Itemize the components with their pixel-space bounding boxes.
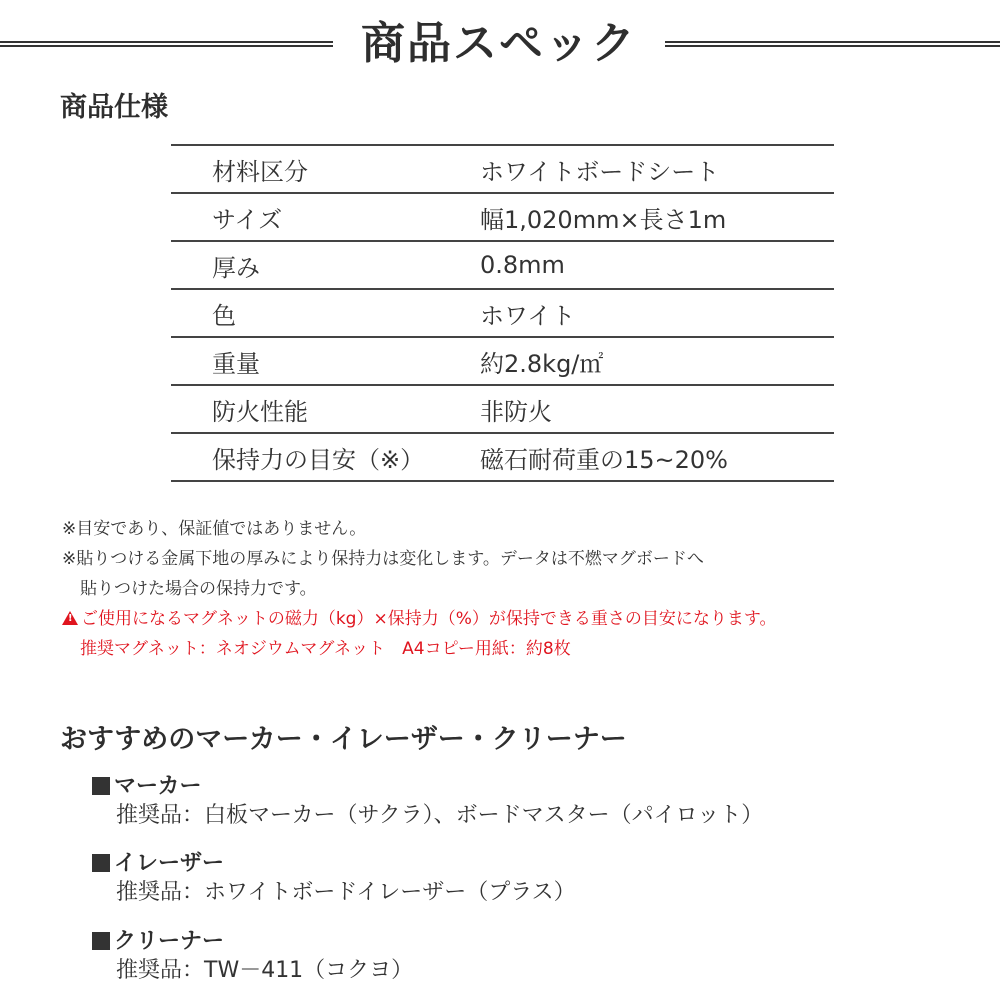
spec-value: ホワイトボードシート <box>480 145 834 193</box>
header-double-rule-right <box>665 41 1000 47</box>
spec-value: 磁石耐荷重の15~20% <box>480 433 834 481</box>
spec-label: 保持力の目安（※） <box>171 433 480 481</box>
warning-triangle-icon <box>62 611 78 625</box>
black-square-icon <box>92 777 110 795</box>
spec-table <box>171 144 834 482</box>
note-disclaimer: ※目安であり、保証値ではありません。 <box>62 519 367 539</box>
spec-label: 厚み <box>171 241 480 289</box>
spec-value: ホワイト <box>480 289 834 337</box>
warning-note <box>62 604 777 634</box>
spec-value: 幅1,020mm×長さ1m <box>480 193 834 241</box>
spec-label: 材料区分 <box>171 145 480 193</box>
table-row <box>171 385 834 433</box>
marker-heading <box>92 772 202 802</box>
cleaner-heading <box>92 927 224 957</box>
spec-section-title: 商品仕様 <box>60 92 168 123</box>
marker-recommendation: 推奨品：白板マーカー（サクラ）、ボードマスター（パイロット） <box>116 803 764 828</box>
spec-label: 防火性能 <box>171 385 480 433</box>
table-row <box>171 145 834 193</box>
spec-value: 約2.8kg/㎡ <box>480 337 834 385</box>
note-holding-force: ※貼りつける金属下地の厚みにより保持力は変化します。データは不燃マグボードへ <box>62 549 704 569</box>
spec-value: 非防火 <box>480 385 834 433</box>
page-header <box>0 0 1000 96</box>
recommended-magnet-note: 推奨マグネット：ネオジウムマグネット A4コピー用紙：約8枚 <box>80 639 571 659</box>
page-title: 商品スペック <box>361 18 637 69</box>
table-row <box>171 337 834 385</box>
cleaner-recommendation: 推奨品：TW－411（コクヨ） <box>116 958 414 983</box>
table-row <box>171 241 834 289</box>
table-row <box>171 289 834 337</box>
recommend-section-title: おすすめのマーカー・イレーザー・クリーナー <box>60 724 627 755</box>
black-square-icon <box>92 932 110 950</box>
header-double-rule-left <box>0 41 333 47</box>
marker-heading-label: マーカー <box>114 774 202 799</box>
spec-label: サイズ <box>171 193 480 241</box>
spec-value: 0.8mm <box>480 241 834 289</box>
eraser-recommendation: 推奨品：ホワイトボードイレーザー（プラス） <box>116 880 576 905</box>
spec-label: 重量 <box>171 337 480 385</box>
black-square-icon <box>92 854 110 872</box>
note-holding-force-cont: 貼りつけた場合の保持力です。 <box>80 579 317 599</box>
spec-label: 色 <box>171 289 480 337</box>
table-row <box>171 433 834 481</box>
table-row <box>171 193 834 241</box>
eraser-heading <box>92 849 224 879</box>
eraser-heading-label: イレーザー <box>114 851 225 876</box>
cleaner-heading-label: クリーナー <box>114 929 225 954</box>
warning-text: ご使用になるマグネットの磁力（kg）×保持力（%）が保持できる重さの目安になります。 <box>81 609 777 629</box>
